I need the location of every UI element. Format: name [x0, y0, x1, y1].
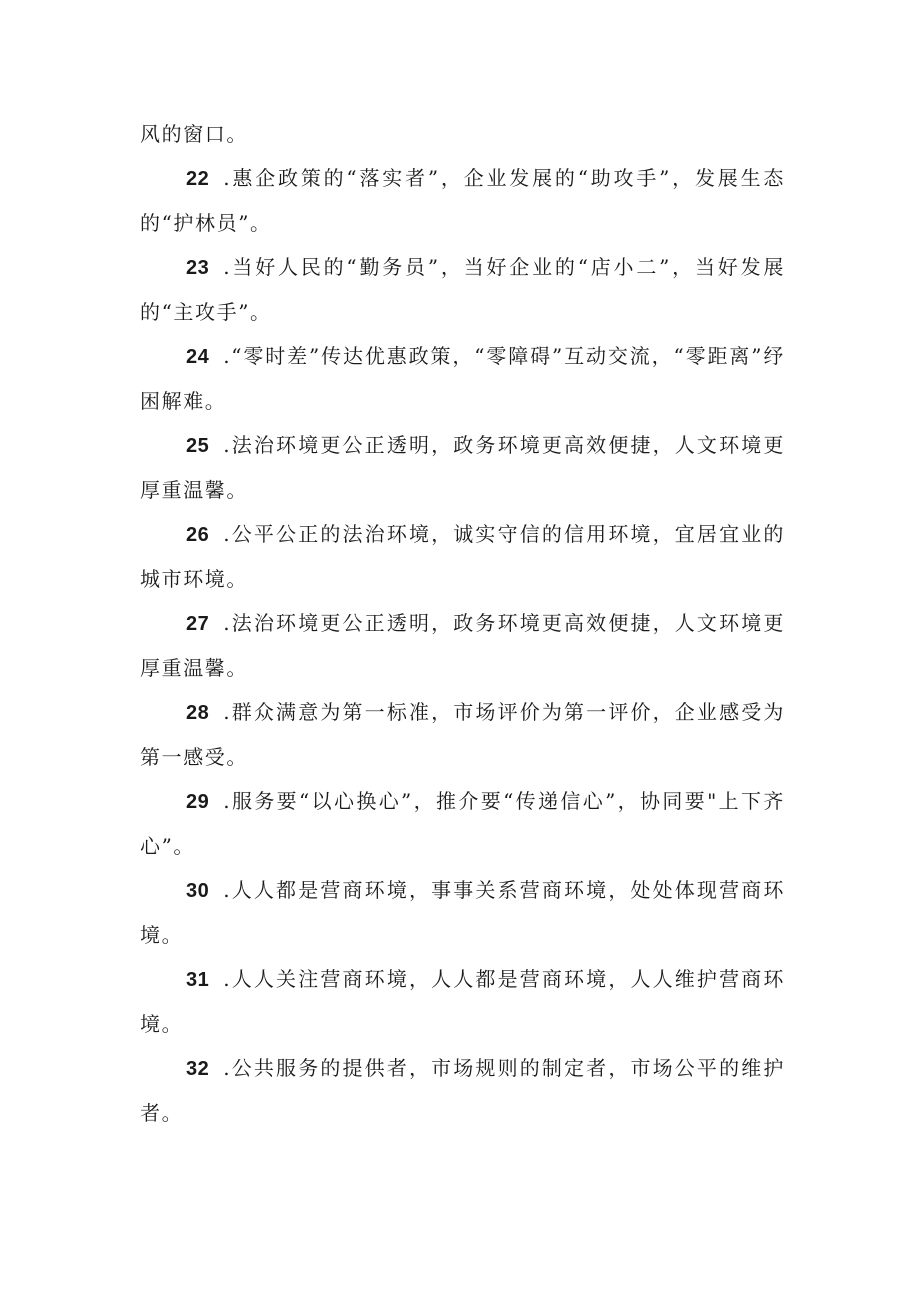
list-item	[140, 779, 785, 868]
item-number: 30	[186, 880, 210, 902]
item-text: .“零时差”传达优惠政策，“零障碍”互动交流，“零距离”纾困解难。	[140, 344, 785, 413]
list-item	[140, 868, 785, 957]
list-item	[140, 423, 785, 512]
item-text: .法治环境更公正透明，政务环境更高效便捷，人文环境更厚重温馨。	[140, 611, 785, 680]
document-body	[140, 112, 785, 1135]
list-item	[140, 1046, 785, 1135]
item-text: .服务要“以心换心”，推介要“传递信心”，协同要"上下齐心”。	[140, 789, 785, 858]
item-text: .人人关注营商环境，人人都是营商环境，人人维护营商环境。	[140, 967, 785, 1036]
item-number: 31	[186, 969, 210, 991]
list-item	[140, 245, 785, 334]
item-text: .群众满意为第一标准，市场评价为第一评价，企业感受为第一感受。	[140, 700, 785, 769]
item-number: 26	[186, 524, 210, 546]
item-text: .人人都是营商环境，事事关系营商环境，处处体现营商环境。	[140, 878, 785, 947]
list-item	[140, 512, 785, 601]
lead-fragment: 风的窗口。	[140, 122, 248, 146]
item-text: .公平公正的法治环境，诚实守信的信用环境，宜居宜业的城市环境。	[140, 522, 785, 591]
item-number: 24	[186, 346, 210, 368]
list-item	[140, 957, 785, 1046]
list-item	[140, 334, 785, 423]
item-number: 32	[186, 1058, 210, 1080]
item-number: 22	[186, 168, 210, 190]
item-text: .公共服务的提供者，市场规则的制定者，市场公平的维护者。	[140, 1056, 785, 1125]
item-text: .法治环境更公正透明，政务环境更高效便捷，人文环境更厚重温馨。	[140, 433, 785, 502]
list-item	[140, 601, 785, 690]
list-item	[140, 156, 785, 245]
item-number: 28	[186, 702, 210, 724]
item-number: 29	[186, 791, 210, 813]
item-number: 27	[186, 613, 210, 635]
item-number: 25	[186, 435, 210, 457]
item-text: .当好人民的“勤务员”，当好企业的“店小二”，当好发展的“主攻手”。	[140, 255, 785, 324]
item-number: 23	[186, 257, 210, 279]
list-item	[140, 690, 785, 779]
item-text: .惠企政策的“落实者”，企业发展的“助攻手”，发展生态的“护林员”。	[140, 166, 785, 235]
